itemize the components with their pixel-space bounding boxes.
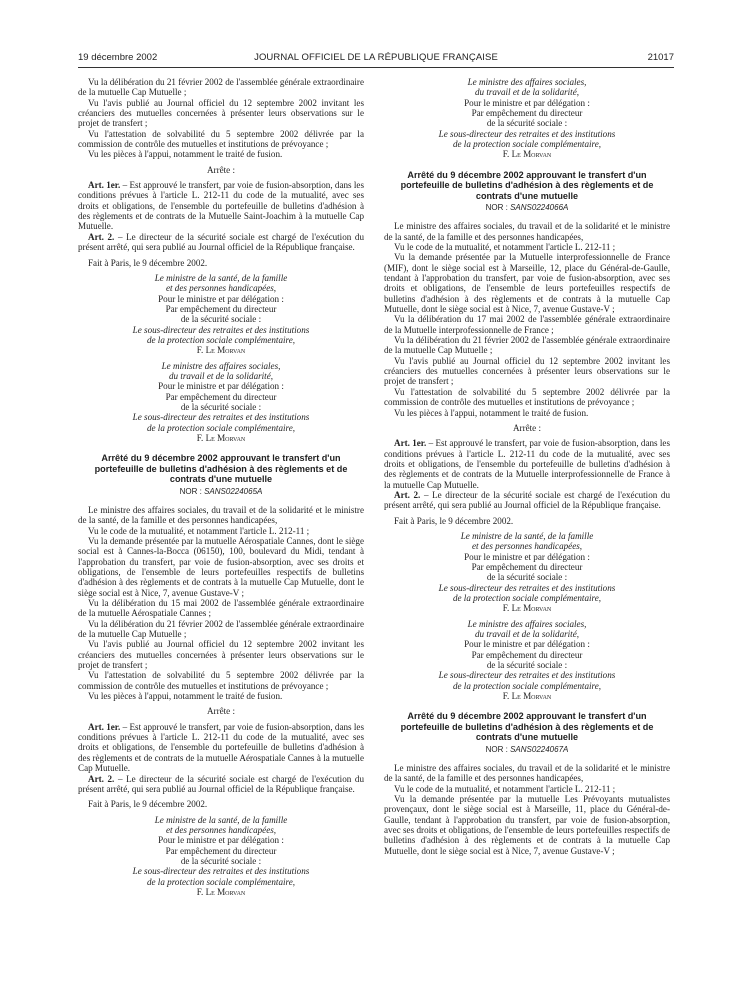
signature-line: Par empêchement du directeur [165, 391, 277, 402]
signature-line: Par empêchement du directeur [165, 303, 277, 314]
signature-line: de la sécurité sociale : [180, 314, 262, 325]
signature-line: de la protection sociale complémentaire, [146, 334, 296, 345]
header-page-number: 21017 [647, 52, 674, 63]
signature-line: Le ministre de la santé, de la famille [460, 530, 594, 541]
signature-line: Le ministre des affaires sociales, [467, 618, 587, 629]
signature-block [78, 273, 364, 356]
signatory-name: F. Le Morvan [502, 691, 552, 702]
signature-line: Le sous-directeur des retraites et des institutions [438, 128, 616, 139]
signature-line: de la protection sociale complémentaire, [452, 593, 602, 603]
article-text: – Le directeur de la sécurité sociale est chargé de l'exécution du présent arrêté, qui sera publié au Journal officiel de la République française. [384, 489, 670, 511]
signature-line: et des personnes handicapées, [471, 541, 583, 552]
signature-line: Pour le ministre et par délégation : [464, 97, 590, 108]
signature-line: Le sous-directeur des retraites et des institutions [132, 324, 310, 335]
signature-line: Le ministre de la santé, de la famille [154, 272, 288, 283]
paragraph: Vu l'avis publié au Journal officiel du 12 septembre 2002 invitant les créanciers des mutuelles concernées à présenter leurs observations sur le projet de transfert ; [78, 97, 364, 129]
decree-title: Arrêté du 9 décembre 2002 approuvant le transfert d'un portefeuille de bulletins d'adhésion à des règlements et de contrats d'une mutuelle [400, 169, 654, 201]
paragraph: Vu les pièces à l'appui, notamment le traité de fusion. [88, 691, 283, 702]
nor-number: SANS0224067A [510, 744, 569, 754]
nor-reference [384, 203, 670, 213]
signature-line: du travail et de la solidarité, [474, 629, 580, 640]
signature-line: de la sécurité sociale : [486, 572, 568, 583]
article-label: Art. 1er. [88, 180, 121, 191]
signature-block [78, 815, 364, 898]
signature-line: de la protection sociale complémentaire, [146, 876, 296, 887]
header-journal-title: JOURNAL OFFICIEL DE LA RÉPUBLIQUE FRANÇAISE [254, 52, 498, 63]
signature-line: Le ministre de la santé, de la famille [154, 814, 288, 825]
paragraph: Vu les pièces à l'appui, notamment le traité de fusion. [394, 407, 589, 418]
paragraph: Vu la délibération du 15 mai 2002 de l'assemblée générale extraordinaire de la mutuelle Aérospatiale Cannes ; [78, 598, 364, 619]
nor-label: NOR : [485, 744, 508, 754]
signatory-name: F. Le Morvan [196, 433, 246, 443]
signatory-name: F. Le Morvan [502, 603, 552, 614]
nor-reference [384, 745, 670, 755]
paragraph: Vu la demande présentée par la Mutuelle interprofessionnelle de France (MIF), dont le siège social est à Marseille, 12, place du Général-de-Gaulle, tendant à l'approbation du transfert, par voie de fusion-absorption, avec ses droits et obligations, de l'ensemble de leurs portefeuilles respectifs de bulletins d'adhésion à des règlements et de contrats à la mutuelle Cap Mutuelle, dont le siège social est à Nice, 7, avenue Gustave-V ; [384, 252, 670, 315]
article-label: Art. 1er. [394, 438, 427, 449]
signature-line: de la sécurité sociale : [180, 401, 262, 412]
article-text: – Est approuvé le transfert, par voie de fusion-absorption, dans les conditions prévues à l'article L. 212-11 du code de la mutualité, avec ses droits et obligations, de l'ensemble du portefeuille de bulletins d'adhésion à des règlements et de contrats de la Mutuelle interprofessionnelle de France à la mutuelle Cap Mutuelle. [384, 438, 670, 490]
signature-line: de la sécurité sociale : [486, 118, 568, 129]
paragraph: Vu la délibération du 21 février 2002 de l'assemblée générale extraordinaire de la mutuelle Cap Mutuelle ; [78, 77, 364, 98]
article-1 [384, 438, 670, 490]
article-label: Art. 1er. [88, 721, 121, 732]
signature-line: Pour le ministre et par délégation : [158, 293, 284, 304]
fait-line: Fait à Paris, le 9 décembre 2002. [88, 799, 208, 810]
article-text: – Est approuvé le transfert, par voie de fusion-absorption, dans les conditions prévues à l'article L. 212-11 du code de la mutualité, avec ses droits et obligations, de l'ensemble du portefeuille de bulletins d'adhésion à des règlements et de contrats de la Mutuelle Saint-Joachim à la mutuelle Cap Mutuelle. [78, 180, 364, 232]
article-1 [78, 180, 364, 232]
signature-line: Par empêchement du directeur [165, 845, 277, 856]
signature-line: Par empêchement du directeur [471, 108, 583, 119]
signature-line: de la protection sociale complémentaire, [452, 680, 602, 691]
page-header [78, 52, 674, 68]
header-rule [78, 67, 674, 68]
signature-line: de la protection sociale complémentaire, [146, 422, 296, 433]
signature-line: Par empêchement du directeur [471, 561, 583, 572]
paragraph: Le ministre des affaires sociales, du travail et de la solidarité et le ministre de la santé, de la famille et des personnes handicapées, [78, 504, 364, 526]
signature-line: Pour le ministre et par délégation : [464, 551, 590, 562]
article-text: – Est approuvé le transfert, par voie de fusion-absorption, dans les conditions prévues à l'article L. 212-11 du code de la mutualité, avec ses droits et obligations, de l'ensemble du portefeuille de bulletins d'adhésion à des règlements et de contrats de la mutuelle Aérospatiale Cannes à la mutuelle Cap Mutuelle. [78, 721, 364, 774]
signature-line: Le sous-directeur des retraites et des institutions [132, 412, 310, 423]
signature-line: Pour le ministre et par délégation : [464, 639, 590, 650]
paragraph: Vu l'avis publié au Journal officiel du 12 septembre 2002 invitant les créanciers des mutuelles concernées à présenter leurs observations sur le projet de transfert ; [78, 639, 364, 671]
signature-line: Le sous-directeur des retraites et des institutions [132, 866, 310, 877]
signature-line: Pour le ministre et par délégation : [158, 381, 284, 392]
decree-title: Arrêté du 9 décembre 2002 approuvant le transfert d'un portefeuille de bulletins d'adhésion à des règlements et de contrats d'une mutuelle [400, 711, 654, 743]
signature-line: de la protection sociale complémentaire, [452, 139, 602, 150]
article-text: – Le directeur de la sécurité sociale est chargé de l'exécution du présent arrêté, qui sera publié au Journal officiel de la République française. [78, 231, 364, 253]
signature-line: et des personnes handicapées, [165, 824, 277, 835]
decree-title: Arrêté du 9 décembre 2002 approuvant le transfert d'un portefeuille de bulletins d'adhésion à des règlements et de contrats d'une mutuelle [94, 453, 348, 485]
header-date: 19 décembre 2002 [78, 52, 158, 63]
arrete-label: Arrête : [206, 164, 236, 175]
fait-line: Fait à Paris, le 9 décembre 2002. [394, 515, 514, 526]
paragraph: Le ministre des affaires sociales, du travail et de la solidarité et le ministre de la santé, de la famille et des personnes handicapées, [384, 763, 670, 784]
paragraph: Vu le code de la mutualité, et notamment l'article L. 212-11 ; [394, 783, 616, 794]
signature-line: Le ministre des affaires sociales, [467, 77, 587, 87]
paragraph: Vu le code de la mutualité, et notamment l'article L. 212-11 ; [88, 525, 310, 536]
right-column [384, 77, 670, 856]
paragraph: Vu la délibération du 17 mai 2002 de l'assemblée générale extraordinaire de la Mutuelle interprofessionnelle de France ; [384, 314, 670, 335]
article-1 [78, 722, 364, 774]
signature-block [384, 77, 670, 160]
article-label: Art. 2. [88, 231, 115, 242]
nor-label: NOR : [179, 486, 202, 496]
article-2 [78, 774, 364, 795]
signature-line: Pour le ministre et par délégation : [158, 835, 284, 846]
signature-block [384, 531, 670, 614]
paragraph: Le ministre des affaires sociales, du travail et de la solidarité et le ministre de la santé, de la famille et des personnes handicapées, [384, 221, 670, 242]
paragraph: Vu la demande présentée par la mutuelle Aérospatiale Cannes, dont le siège social est à Cannes-la-Bocca (06150), 100, boulevard du Midi, tendant à l'approbation du transfert, par voie de fusion-absorption, avec ses droits et obligations, de l'ensemble de leurs portefeuilles respectifs de bulletins d'adhésion à des règlements et de contrats à la mutuelle Cap Mutuelle, dont le siège social est à Nice, 7, avenue Gustave-V ; [78, 535, 364, 598]
fait-line: Fait à Paris, le 9 décembre 2002. [88, 257, 208, 268]
left-column [78, 77, 364, 897]
paragraph: Vu les pièces à l'appui, notamment le traité de fusion. [88, 149, 283, 160]
signature-line: Le sous-directeur des retraites et des institutions [438, 670, 616, 681]
article-2 [384, 490, 670, 511]
signature-line: de la sécurité sociale : [180, 855, 262, 866]
article-label: Art. 2. [394, 489, 421, 500]
signature-block [78, 361, 364, 444]
paragraph: Vu la demande présentée par la mutuelle Les Prévoyants mutualistes provençaux, dont le siège social est à Marseille, 11, place du Général-de-Gaulle, tendant à l'approbation du transfert, par voie de fusion-absorption, avec ses droits et obligations, de l'ensemble de leurs portefeuilles respectifs de bulletins d'adhésion à des règlements et de contrats à la mutuelle Cap Mutuelle, dont le siège social est à Nice, 7, avenue Gustave-V ; [384, 794, 670, 856]
signature-line: et des personnes handicapées, [165, 283, 277, 294]
nor-number: SANS0224065A [204, 486, 263, 496]
signature-line: du travail et de la solidarité, [168, 370, 274, 381]
article-2 [78, 232, 364, 253]
signatory-name: F. Le Morvan [196, 345, 246, 356]
arrete-label: Arrête : [206, 706, 236, 717]
signatory-name: F. Le Morvan [196, 886, 246, 897]
arrete-label: Arrête : [512, 422, 542, 433]
paragraph: Vu l'attestation de solvabilité du 5 septembre 2002 délivrée par la commission de contrôle des mutuelles et institutions de prévoyance ; [78, 128, 364, 150]
article-text: – Le directeur de la sécurité sociale est chargé de l'exécution du présent arrêté, qui sera publié au Journal officiel de la République française. [78, 773, 364, 794]
signatory-name: F. Le Morvan [502, 149, 552, 160]
nor-number: SANS0224066A [510, 202, 569, 212]
signature-line: Le sous-directeur des retraites et des institutions [438, 582, 616, 593]
paragraph: Vu la délibération du 21 février 2002 de l'assemblée générale extraordinaire de la mutuelle Cap Mutuelle ; [384, 335, 670, 356]
paragraph: Vu la délibération du 21 février 2002 de l'assemblée générale extraordinaire de la mutuelle Cap Mutuelle ; [78, 618, 364, 640]
nor-label: NOR : [485, 202, 508, 212]
signature-line: de la sécurité sociale : [486, 660, 568, 671]
signature-line: du travail et de la solidarité, [474, 87, 580, 98]
paragraph: Vu l'attestation de solvabilité du 5 septembre 2002 délivrée par la commission de contrôle des mutuelles et institutions de prévoyance ; [78, 670, 364, 691]
article-label: Art. 2. [88, 773, 115, 784]
signature-line: Le ministre des affaires sociales, [161, 360, 281, 371]
paragraph: Vu l'avis publié au Journal officiel du 12 septembre 2002 invitant les créanciers des mutuelles concernées à présenter leurs observations sur le projet de transfert ; [384, 355, 670, 387]
paragraph: Vu l'attestation de solvabilité du 5 septembre 2002 délivrée par la commission de contrôle des mutuelles et institutions de prévoyance ; [384, 386, 670, 408]
signature-block [384, 619, 670, 702]
paragraph: Vu le code de la mutualité, et notamment l'article L. 212-11 ; [394, 242, 616, 252]
nor-reference [78, 487, 364, 497]
signature-line: Par empêchement du directeur [471, 649, 583, 660]
